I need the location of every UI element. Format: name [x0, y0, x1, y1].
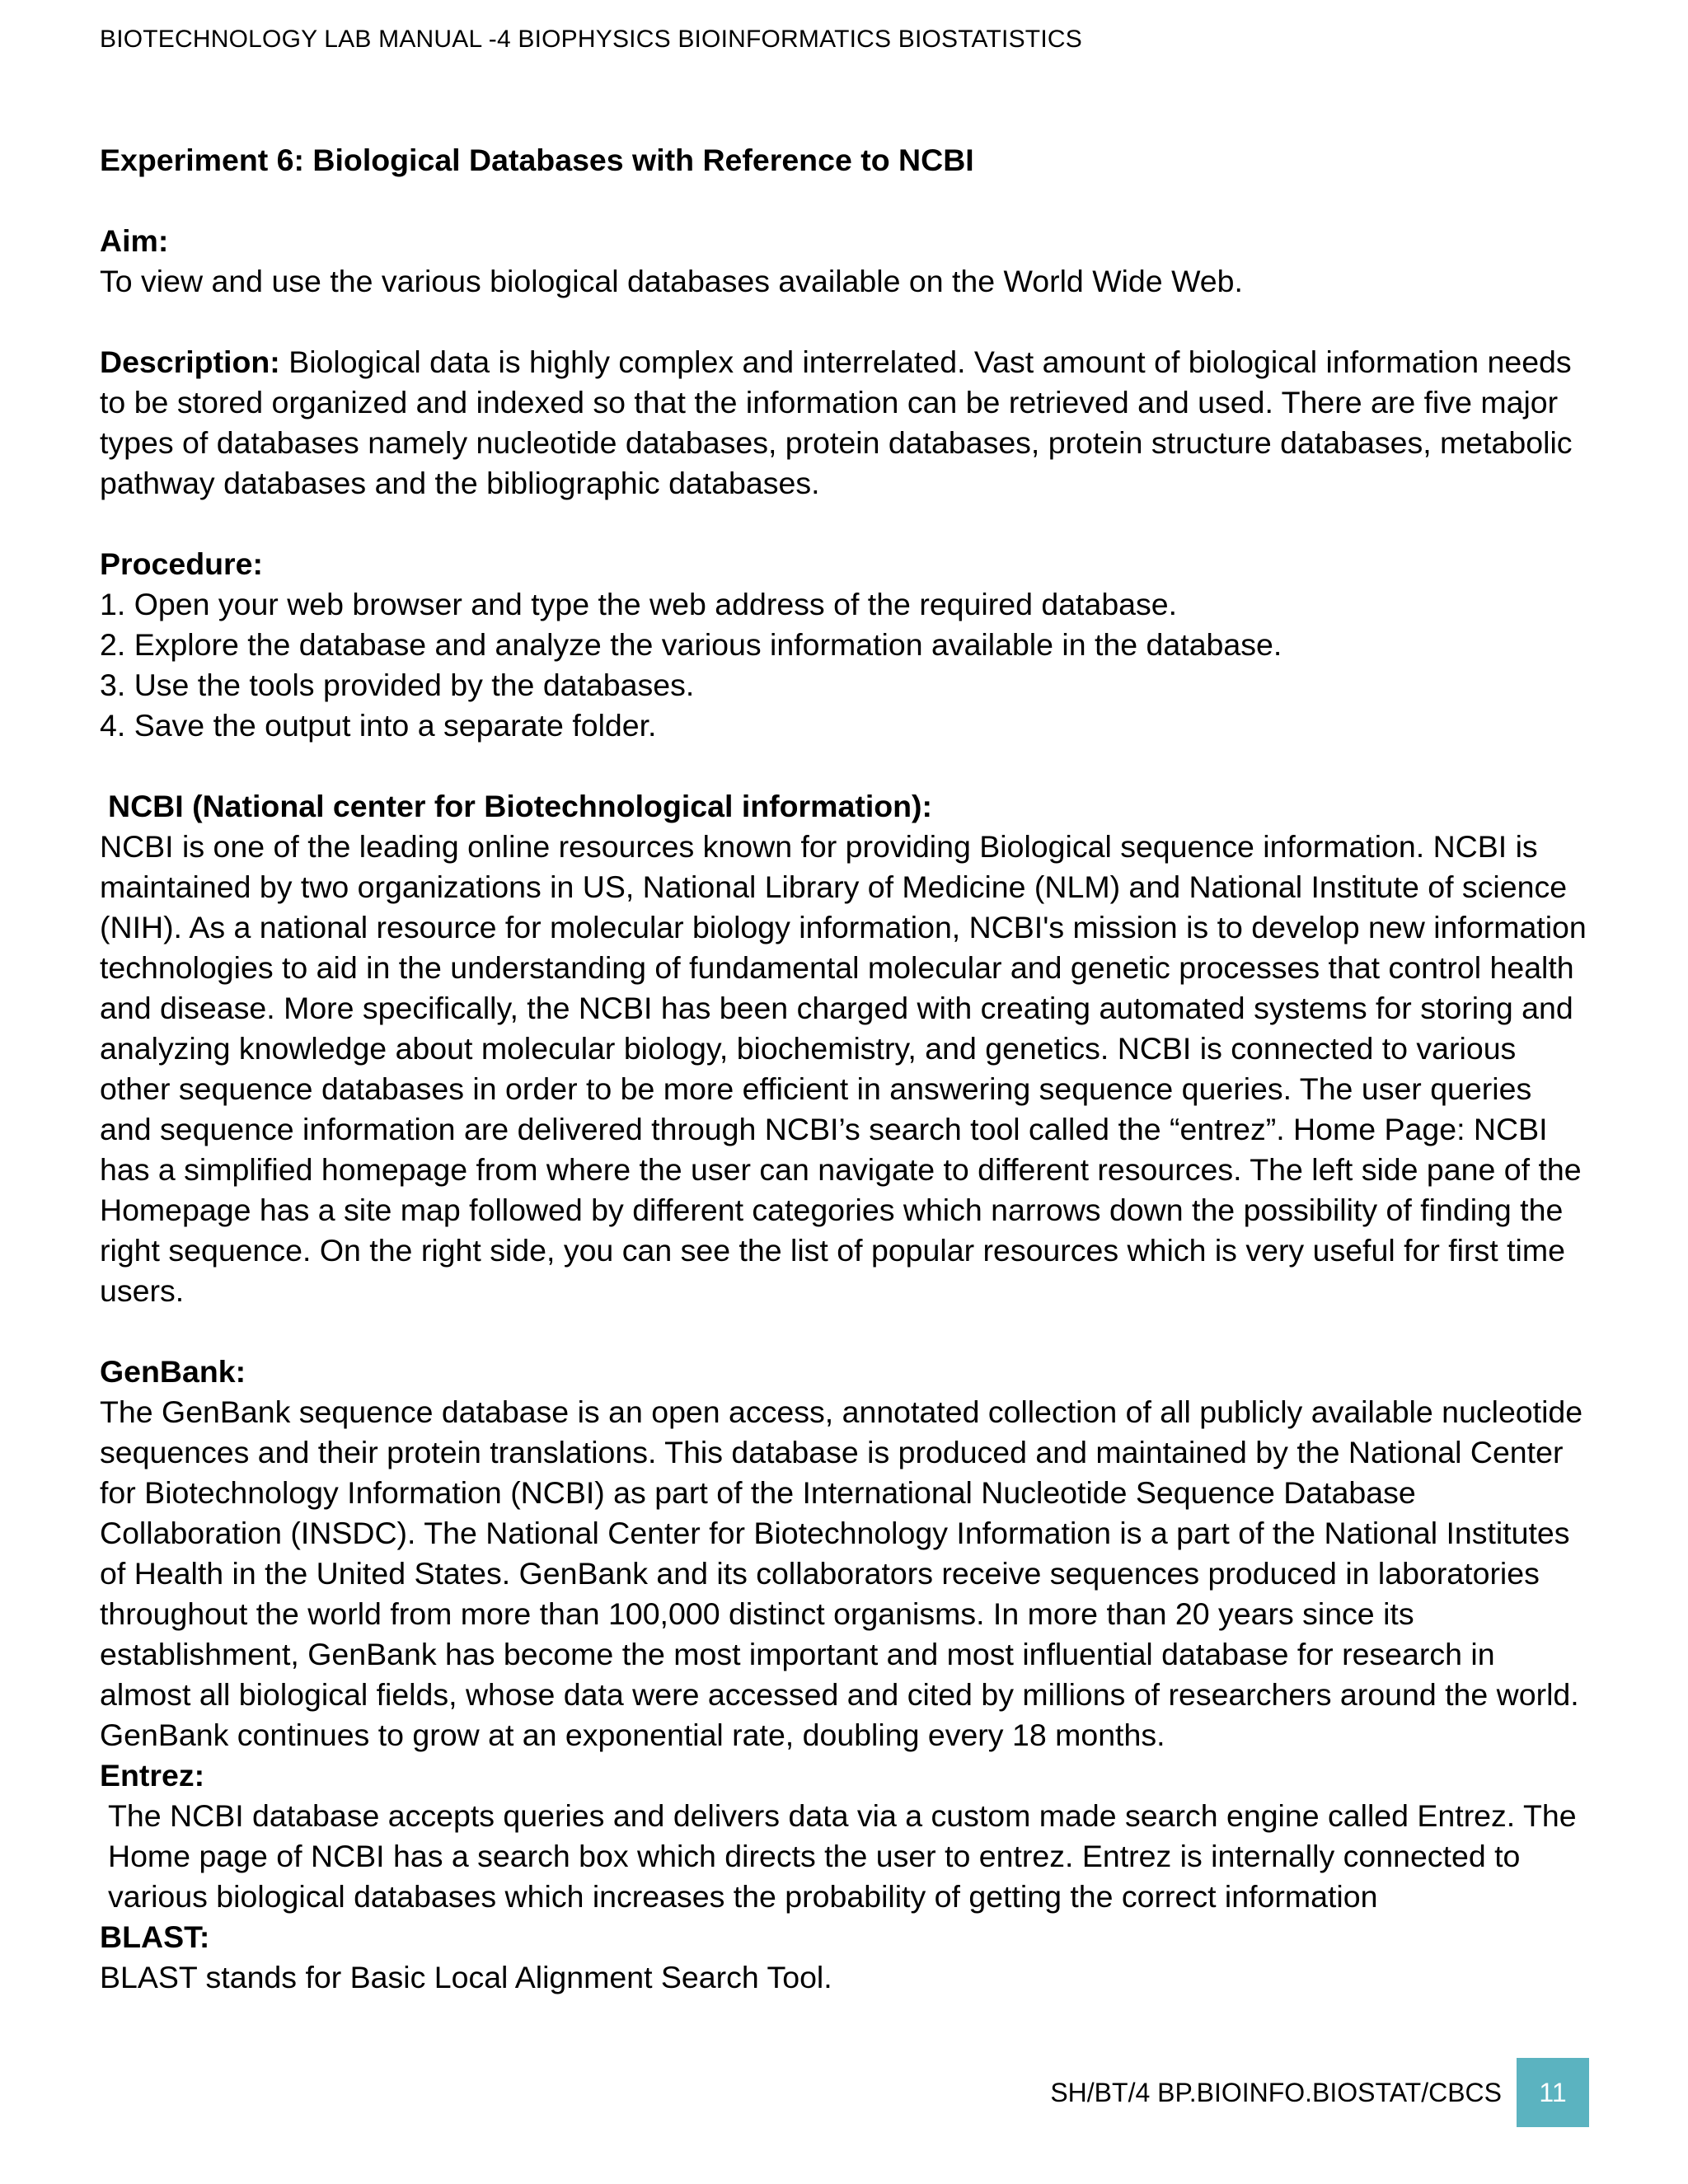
spacer: [100, 180, 1592, 221]
aim-heading: Aim:: [100, 223, 169, 258]
procedure-steps: [100, 584, 1592, 746]
experiment-title: Experiment 6: Biological Databases with Reference to NCBI: [100, 143, 974, 177]
procedure-step: 4. Save the output into a separate folder.: [100, 708, 657, 743]
procedure-step: 3. Use the tools provided by the databases.: [100, 668, 695, 702]
aim-text: To view and use the various biological databases available on the World Wide Web.: [100, 264, 1243, 298]
genbank-text: The GenBank sequence database is an open access, annotated collection of all publicly available nucleotide sequences and their protein translations. This database is produced and maintained by the National Center for Biotechnology Information (NCBI) as part of the International Nucleotide Sequence Database Collaboration (INSDC). The National Center for Biotechnology Information is a part of the National Institutes of Health in the United States. GenBank and its collaborators receive sequences produced in laboratories throughout the world from more than 100,000 distinct organisms. In more than 20 years since its establishment, GenBank has become the most important and most influential database for research in almost all biological fields, whose data were accessed and cited by millions of researchers around the world. GenBank continues to grow at an exponential rate, doubling every 18 months.: [100, 1394, 1583, 1752]
spacer: [100, 1311, 1592, 1352]
procedure-heading: Procedure:: [100, 546, 263, 581]
page-content: [100, 140, 1592, 1998]
blast-text: BLAST stands for Basic Local Alignment Search Tool.: [100, 1960, 832, 1994]
spacer: [100, 504, 1592, 544]
page-number-badge: 11: [1517, 2058, 1589, 2127]
procedure-step: 1. Open your web browser and type the web address of the required database.: [100, 587, 1178, 621]
ncbi-heading: NCBI (National center for Biotechnological information):: [108, 789, 933, 823]
page-footer: [1050, 2058, 1589, 2127]
spacer: [100, 746, 1592, 786]
description-heading: Description:: [100, 344, 280, 379]
blast-heading: BLAST:: [100, 1919, 210, 1954]
genbank-heading: GenBank:: [100, 1354, 246, 1389]
entrez-text: The NCBI database accepts queries and delivers data via a custom made search engine called Entrez. The Home page of NCBI has a search box which directs the user to entrez. Entrez is internally connected to various biological databases which increases the probability of getting the correct information: [108, 1798, 1577, 1914]
running-header: BIOTECHNOLOGY LAB MANUAL -4 BIOPHYSICS BIOINFORMATICS BIOSTATISTICS: [100, 26, 1082, 53]
spacer: [100, 302, 1592, 342]
entrez-heading: Entrez:: [100, 1758, 205, 1793]
description-text: Biological data is highly complex and interrelated. Vast amount of biological information needs to be stored organized and indexed so that the information can be retrieved and used. There are five major types of databases namely nucleotide databases, protein databases, protein structure databases, metabolic pathway databases and the bibliographic databases.: [100, 344, 1573, 500]
procedure-step: 2. Explore the database and analyze the various information available in the database.: [100, 627, 1282, 662]
footer-code: SH/BT/4 BP.BIOINFO.BIOSTAT/CBCS: [1050, 2078, 1502, 2107]
ncbi-text: NCBI is one of the leading online resources known for providing Biological sequence information. NCBI is maintained by two organizations in US, National Library of Medicine (NLM) and National Institute of science (NIH). As a national resource for molecular biology information, NCBI's mission is to develop new information technologies to aid in the understanding of fundamental molecular and genetic processes that control health and disease. More specifically, the NCBI has been charged with creating automated systems for storing and analyzing knowledge about molecular biology, biochemistry, and genetics. NCBI is connected to various other sequence databases in order to be more efficient in answering sequence queries. The user queries and sequence information are delivered through NCBI’s search tool called the “entrez”. Home Page: NCBI has a simplified homepage from where the user can navigate to different resources. The left side pane of the Homepage has a site map followed by different categories which narrows down the possibility of finding the right sequence. On the right side, you can see the list of popular resources which is very useful for first time users.: [100, 829, 1587, 1308]
description-paragraph: [100, 342, 1592, 504]
